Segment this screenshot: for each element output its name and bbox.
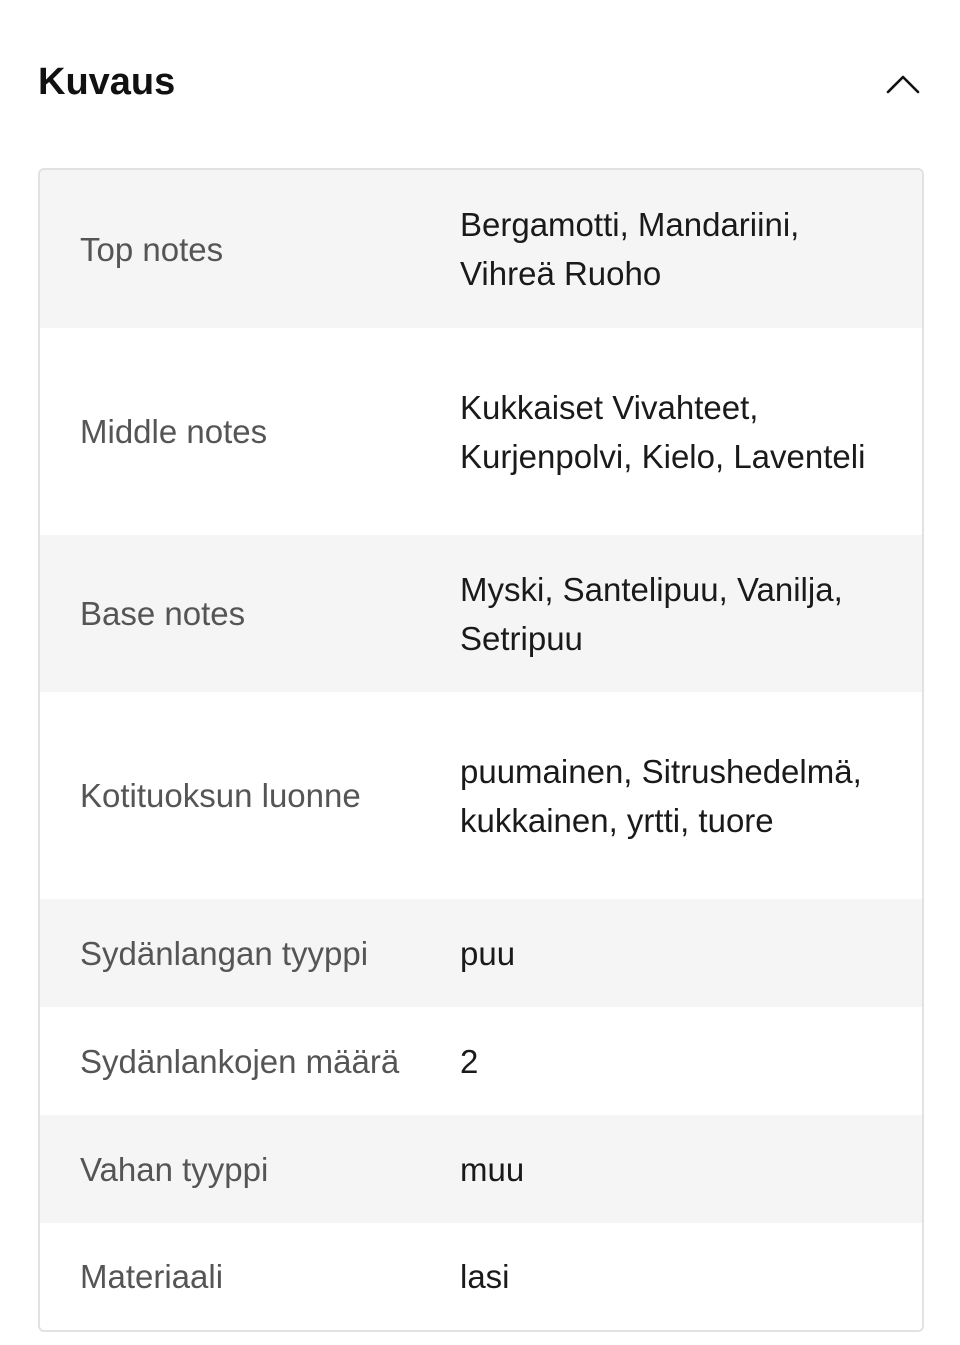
row-value: 2 [460, 1042, 479, 1080]
row-label: Sydänlankojen määrä [80, 1042, 400, 1080]
table-row [40, 328, 922, 535]
table-row [40, 535, 922, 692]
row-label: Materiaali [80, 1258, 224, 1295]
row-value: puumainen, Sitrushedelmä, kukkainen, yrtti, tuore [460, 752, 862, 839]
table-row [40, 1007, 922, 1115]
row-value: lasi [460, 1258, 510, 1295]
row-label: Kotituoksun luonne [80, 777, 361, 814]
row-value: Myski, Santelipuu, Vanilja, Setripuu [460, 570, 843, 657]
row-value: muu [460, 1150, 525, 1188]
description-section-header [0, 0, 960, 160]
row-label: Base notes [80, 595, 246, 632]
row-label: Top notes [80, 230, 224, 268]
row-label: Middle notes [80, 413, 268, 450]
row-label: Sydänlangan tyyppi [80, 934, 369, 972]
table-row [40, 1223, 922, 1330]
table-row [40, 899, 922, 1007]
section-title: Kuvaus [38, 61, 176, 103]
row-value: Bergamotti, Mandariini, Vihreä Ruoho [460, 206, 800, 292]
table-row [40, 692, 922, 899]
product-details-table [38, 168, 924, 1332]
chevron-up-icon [886, 74, 920, 94]
row-value: puu [460, 934, 516, 972]
collapse-toggle-button[interactable] [872, 58, 934, 110]
row-label: Vahan tyyppi [80, 1150, 269, 1188]
table-row [40, 1115, 922, 1223]
table-row [40, 170, 922, 328]
row-value: Kukkaiset Vivahteet, Kurjenpolvi, Kielo, Laventeli [460, 388, 866, 475]
